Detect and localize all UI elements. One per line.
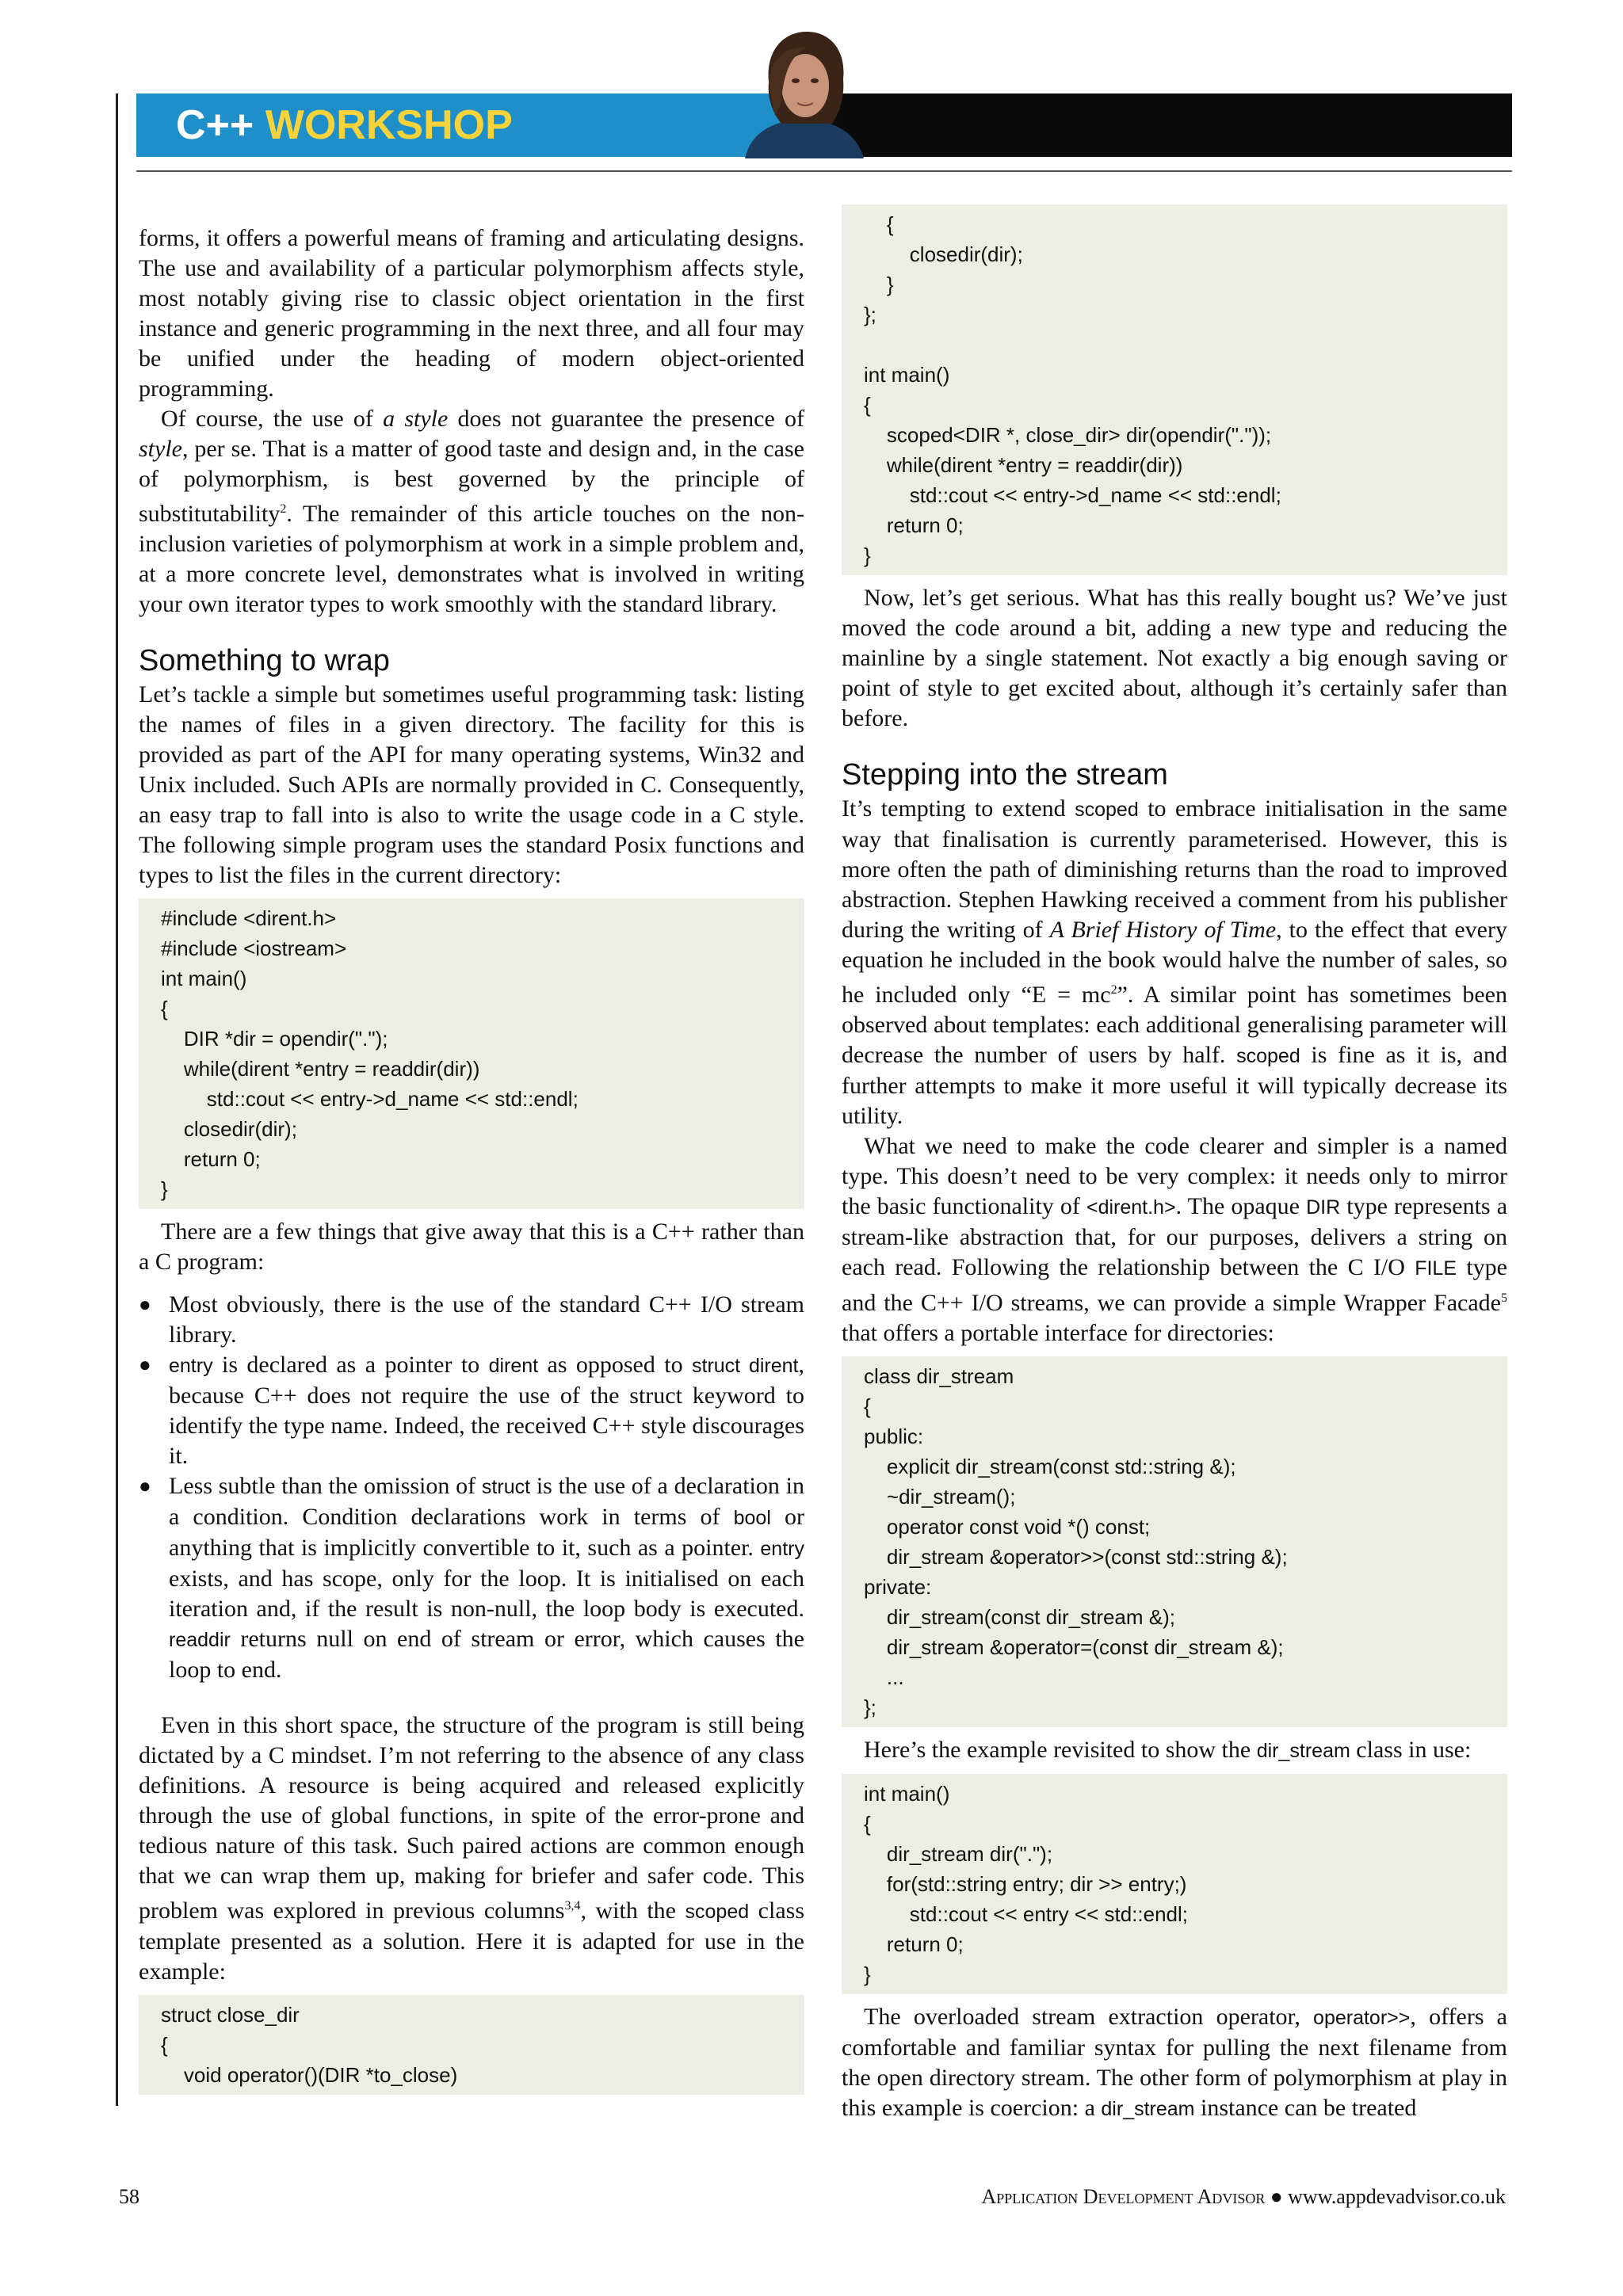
bullet-list [139, 1290, 804, 1685]
text-run: , to the effect that every equation he included in the book would halve the number of sales, so he included only “E = mc [842, 917, 1507, 1008]
code-term: operator>> [1313, 2007, 1411, 2029]
text-run: , because C++ does not require the use of the struct keyword to identify the type name. Indeed, the received C++ style discourages it. [169, 1352, 804, 1469]
list-item [139, 1471, 804, 1685]
list-item: ● Most obviously, there is the use of the standard C++ I/O stream library. [139, 1290, 804, 1350]
text-run: type and the C++ I/O streams, we can provide a simple Wrapper Facade [842, 1254, 1507, 1316]
section-heading: Stepping into the stream [842, 758, 1168, 791]
paragraph [842, 794, 1507, 1131]
text-run: class in use: [1350, 1737, 1472, 1763]
code-term: scoped [1236, 1045, 1300, 1067]
text-run: . The remainder of this article touches on the non-inclusion varieties of polymorphism at work in a simple problem and, at a more concrete level, demonstrates what is involved in writing your own iterator types to work smoothly with the standard library. [139, 501, 804, 617]
book-title: A Brief History of Time [1049, 917, 1277, 943]
text-run: class template presented as a solution. Here it is adapted for use in the example: [139, 1897, 804, 1985]
emphasis: style [139, 436, 182, 462]
footnote-ref: 5 [1501, 1291, 1507, 1305]
text-run: The overloaded stream extraction operator, [864, 2004, 1314, 2030]
footnote-ref: 2 [280, 502, 287, 516]
text-run: that offers a portable interface for directories: [842, 1320, 1274, 1346]
text-run: ”. A similar point has sometimes been observed about templates: each additional generalising parameter will decrease the number of users by half. [842, 982, 1507, 1068]
paragraph: forms, it offers a powerful means of framing and articulating designs. The use and availability of a particular polymorphism affects style, most notably giving rise to classic object orientation in the first instance and generic programming in the next three, and all four may be unified under the heading of modern object-oriented programming. [139, 225, 804, 402]
code-term: entry [169, 1355, 213, 1377]
section-title-cpp: C++ [176, 102, 254, 148]
footer-bullet: ● [1270, 2185, 1283, 2208]
code-term: readdir [169, 1629, 231, 1651]
page-number: 58 [119, 2185, 139, 2208]
code-term: dir_stream [1256, 1740, 1350, 1762]
text-run: Less subtle than the omission of [169, 1473, 482, 1499]
text-run: , offers a comfortable and familiar syntax for pulling the next filename from the open directory stream. The other form of polymorphism at play in this example is coercion: a [842, 2004, 1507, 2121]
emphasis: a style [383, 406, 449, 432]
publication-name: Application Development Advisor [981, 2185, 1266, 2208]
code-listing: #include <dirent.h> #include <iostream> int main() { DIR *dir = opendir("."); while(dirent *entry = readdir(dir)) std::cout << entry->d_name << std::endl; closedir(dir); return 0; } [139, 898, 804, 1209]
left-column [139, 223, 804, 2103]
superscript: 2 [1110, 983, 1117, 997]
text-run: What we need to make the code clearer and simpler is a named type. This doesn’t need to be very complex: it needs only to mirror the basic functionality of [842, 1133, 1507, 1219]
code-term: entry [760, 1538, 804, 1560]
text-run: Here’s the example revisited to show the [864, 1737, 1257, 1763]
code-term: FILE [1415, 1257, 1457, 1280]
header-rule [136, 170, 1512, 172]
text-run: Of course, the use of [161, 406, 384, 432]
code-term: DIR [1306, 1196, 1341, 1219]
text-run: or anything that is implicitly convertible to it, such as a pointer. [169, 1504, 804, 1561]
code-term: struct dirent [692, 1355, 799, 1377]
text-run: to embrace initialisation in the same way that finalisation is currently parameterised. However, this is more often the path of diminishing returns than the road to improved abstraction. Stephen Hawking received a comment from his publisher during the writing of [842, 795, 1507, 943]
paragraph [842, 1131, 1507, 1348]
text-run: returns null on end of stream or error, which causes the loop to end. [169, 1626, 804, 1683]
paragraph [842, 1735, 1507, 1766]
footer-url[interactable]: www.appdevadvisor.co.uk [1288, 2185, 1506, 2208]
code-term: <dirent.h> [1086, 1196, 1176, 1219]
code-term: dir_stream [1101, 2098, 1195, 2120]
text-run: . The opaque [1175, 1193, 1307, 1219]
code-term: scoped [685, 1901, 750, 1923]
text-run: is the use of a declaration in a condition. Condition declarations work in terms of [169, 1473, 804, 1530]
text-run: exists, and has scope, only for the loop. It is initialised on each iteration and, if the result is non-null, the loop body is executed. [169, 1566, 804, 1622]
section-heading: Something to wrap [139, 644, 390, 677]
code-term: bool [733, 1507, 771, 1529]
text-run: It’s tempting to extend [842, 795, 1075, 822]
section-title [176, 98, 513, 152]
text-run: instance can be treated [1194, 2095, 1417, 2121]
footer-publication [982, 2185, 1507, 2209]
paragraph: There are a few things that give away that this is a C++ rather than a C program: [139, 1219, 804, 1275]
paragraph: Now, let’s get serious. What has this really bought us? We’ve just moved the code around a bit, adding a new type and reducing the mainline by a single statement. Not exactly a big enough saving or point of style to get excited about, although it’s certainly safer than before. [842, 585, 1507, 731]
text-run: is fine as it is, and further attempts to make it more useful it will typically decrease its utility. [842, 1042, 1507, 1129]
code-listing: int main() { dir_stream dir("."); for(std::string entry; dir >> entry;) std::cout << entry << std::endl; return 0; } [842, 1774, 1507, 1994]
paragraph [842, 2002, 1507, 2124]
text-run: , with the [580, 1897, 685, 1924]
paragraph [139, 404, 804, 620]
text-run: does not guarantee the presence of [448, 406, 804, 432]
text-run: , per se. That is a matter of good taste and design and, in the case of polymorphism, is best governed by the principle of substitutability [139, 436, 804, 527]
text-run: is declared as a pointer to [212, 1352, 489, 1378]
paragraph: Let’s tackle a simple but sometimes useful programming task: listing the names of files in a given directory. The facility for this is provided as part of the API for many operating systems, Win32 and Unix included. Such APIs are normally provided in C. Consequently, an easy trap to fall into is also to write the usage code in a C style. The following simple program uses the standard Posix functions and types to list the files in the current directory: [139, 681, 804, 888]
author-portrait [737, 27, 870, 158]
code-listing: struct close_dir { void operator()(DIR *to_close) [139, 1995, 804, 2095]
header-banner-dark [792, 93, 1512, 157]
text-run: as opposed to [538, 1352, 692, 1378]
footnote-ref: 3,4 [564, 1899, 581, 1913]
code-listing: class dir_stream { public: explicit dir_stream(const std::string &); ~dir_stream(); operator const void *() const; dir_stream &operator>>(const std::string &); private: dir_stream(const dir_stream &); dir_stream &operator=(const dir_stream &); ... }; [842, 1356, 1507, 1727]
code-term: dirent [488, 1355, 539, 1377]
text-run: type represents a stream-like abstraction that, for our purposes, delivers a string on each read. Following the relationship between the C I/O [842, 1193, 1508, 1280]
text-run: Even in this short space, the structure of the program is still being dictated by a C mindset. I’m not referring to the absence of any class definitions. A resource is being acquired and released explicitly through the use of global functions, in spite of the error-prone and tedious nature of this task. Such paired actions are common enough that we can wrap them up, making for briefer and safer code. This problem was explored in previous columns [139, 1712, 804, 1924]
paragraph [139, 1711, 804, 1987]
list-item [139, 1350, 804, 1471]
section-title-workshop: WORKSHOP [265, 102, 513, 148]
code-term: scoped [1075, 799, 1139, 821]
code-listing: { closedir(dir); } }; int main() { scoped<DIR *, close_dir> dir(opendir(".")); while(dirent *entry = readdir(dir)) std::cout << entry->d_name << std::endl; return 0; } [842, 204, 1507, 575]
code-term: struct [481, 1476, 531, 1498]
right-column [842, 204, 1507, 2124]
left-margin-rule [116, 93, 118, 2106]
